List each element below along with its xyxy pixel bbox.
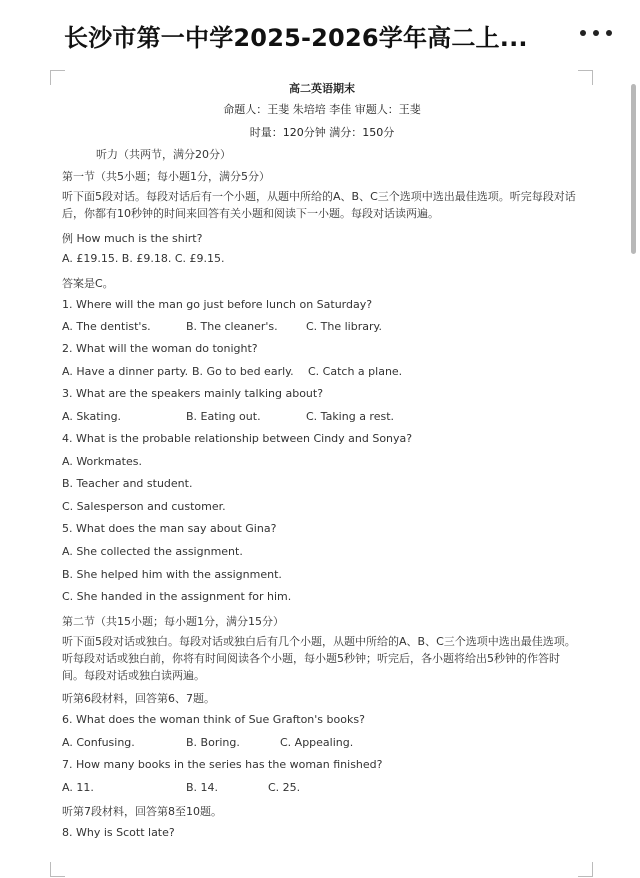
question-5-option-c: C. She handed in the assignment for him. [62,590,292,603]
option-c: C. Catch a plane. [308,365,403,378]
question-1: 1. Where will the man go just before lunch on Saturday? [62,298,373,311]
document-title: 长沙市第一中学2025-2026学年高二上... [64,24,528,52]
question-4: 4. What is the probable relationship between Cindy and Sonya? [62,432,413,445]
question-3: 3. What are the speakers mainly talking about? [62,387,324,400]
option-b: B. 14. [186,781,219,794]
question-5-option-a: A. She collected the assignment. [62,545,243,558]
option-a: A. 11. [62,781,94,794]
question-8: 8. Why is Scott late? [62,826,175,839]
section2-instructions: 听下面5段对话或独白。每段对话或独白后有几个小题，从题中所给的A、B、C三个选项中选出最佳选项。听每段对话或独白前，你将有时间阅读各个小题，每小题5秒钟；听完后，各小题将给出5秒钟的作答时间。每段对话或独白读两遍。 [62,635,576,682]
option-a: A. The dentist's. [62,320,151,333]
crop-mark-bottom-right [578,862,593,877]
question-4-option-b: B. Teacher and student. [62,477,193,490]
question-4-option-c: C. Salesperson and customer. [62,500,226,513]
example-options: A. £19.15. B. £9.18. C. £9.15. [62,252,225,265]
option-a: A. Confusing. [62,736,135,749]
question-5: 5. What does the man say about Gina? [62,522,277,535]
section1-heading: 第一节（共5小题；每小题1分，满分5分） [62,170,270,183]
scrollbar-thumb[interactable] [631,84,636,254]
question-4-option-a: A. Workmates. [62,455,142,468]
part1-heading: 听力（共两节，满分20分） [96,148,231,161]
option-c: C. 25. [268,781,301,794]
option-c: C. Taking a rest. [306,410,395,423]
section1-instructions: 听下面5段对话。每段对话后有一个小题，从题中所给的A、B、C三个选项中选出最佳选项。听完每段对话后，你都有10秒钟的时间来回答有关小题和阅读下一小题。每段对话读两遍。 [62,190,576,220]
exam-authors: 命题人：王斐 朱培培 李佳 审题人：王斐 [223,103,421,116]
option-c: C. Appealing. [280,736,354,749]
example-answer: 答案是C。 [62,277,114,290]
more-options-icon[interactable] [580,30,612,36]
example-question: 例 How much is the shirt? [62,232,203,245]
question-5-option-b: B. She helped him with the assignment. [62,568,282,581]
option-a: A. Have a dinner party. [62,365,189,378]
option-a: A. Skating. [62,410,122,423]
option-b: B. The cleaner's. [186,320,278,333]
material-7-note: 听第7段材料，回答第8至10题。 [62,805,222,818]
section2-heading: 第二节（共15小题；每小题1分，满分15分） [62,615,284,628]
crop-mark-bottom-left [50,862,65,877]
option-c: C. The library. [306,320,382,333]
app-header [0,0,640,70]
exam-title: 高二英语期末 [289,82,355,95]
material-6-note: 听第6段材料，回答第6、7题。 [62,692,215,705]
option-b: B. Boring. [186,736,240,749]
exam-time-score: 时量：120分钟 满分：150分 [249,126,395,139]
option-b: B. Eating out. [186,410,261,423]
question-7: 7. How many books in the series has the woman finished? [62,758,383,771]
option-b: B. Go to bed early. [192,365,294,378]
question-2: 2. What will the woman do tonight? [62,342,258,355]
question-6: 6. What does the woman think of Sue Grafton's books? [62,713,365,726]
